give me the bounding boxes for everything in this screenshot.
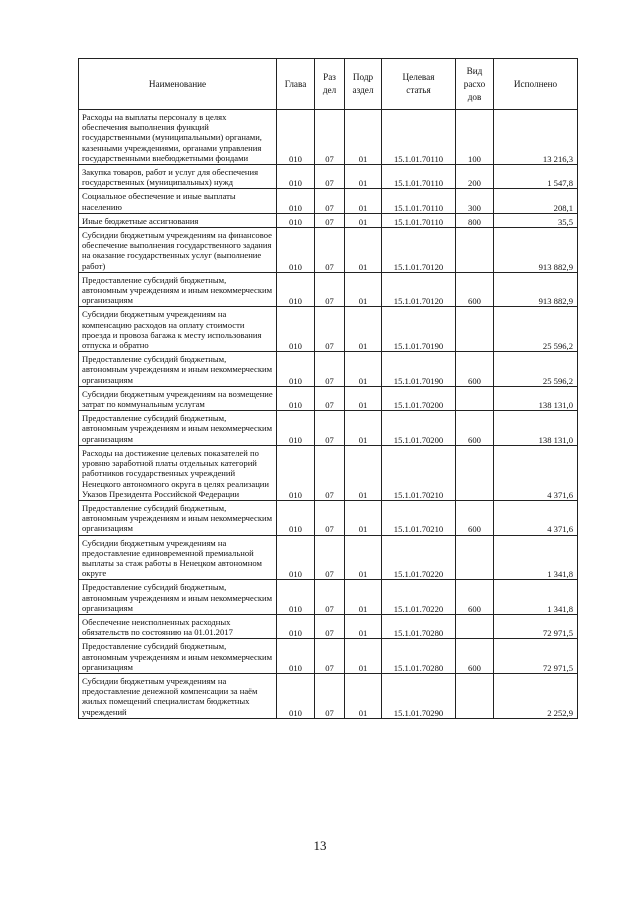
row-glava: 010 [277, 228, 315, 273]
table-header-row [79, 59, 578, 110]
row-name: Предоставление субсидий бюджетным, автономным учреждениям и иным некоммерческим организациям [79, 411, 277, 446]
row-amount: 913 882,9 [494, 272, 578, 307]
row-razdel: 07 [315, 352, 345, 387]
row-vid: 100 [456, 110, 494, 165]
row-podrazdel: 01 [345, 272, 382, 307]
budget-table [78, 58, 578, 719]
row-name: Предоставление субсидий бюджетным, автономным учреждениям и иным некоммерческим организациям [79, 639, 277, 674]
row-glava: 010 [277, 307, 315, 352]
row-razdel: 07 [315, 500, 345, 535]
table-row [79, 386, 578, 410]
row-vid: 600 [456, 411, 494, 446]
row-glava: 010 [277, 445, 315, 500]
row-statya: 15.1.01.70110 [382, 189, 456, 213]
row-statya: 15.1.01.70290 [382, 673, 456, 718]
row-glava: 010 [277, 189, 315, 213]
row-amount: 1 547,8 [494, 165, 578, 189]
header-glava: Глава [277, 59, 315, 110]
row-statya: 15.1.01.70280 [382, 614, 456, 638]
row-vid: 200 [456, 165, 494, 189]
row-name: Предоставление субсидий бюджетным, автономным учреждениям и иным некоммерческим организациям [79, 352, 277, 387]
row-glava: 010 [277, 352, 315, 387]
header-name: Наименование [79, 59, 277, 110]
header-statya: Целевая статья [382, 59, 456, 110]
row-glava: 010 [277, 535, 315, 580]
row-podrazdel: 01 [345, 165, 382, 189]
row-vid: 600 [456, 639, 494, 674]
row-razdel: 07 [315, 614, 345, 638]
row-amount: 72 971,5 [494, 639, 578, 674]
row-name: Субсидии бюджетным учреждениям на предоставление единовременной премиальной выплаты за стаж работы в Ненецком автономном округе [79, 535, 277, 580]
row-razdel: 07 [315, 580, 345, 615]
row-podrazdel: 01 [345, 110, 382, 165]
row-name: Расходы на выплаты персоналу в целях обеспечения выполнения функций государственными (муниципальными) органами, казенными учреждениями, органами управления государственными внебюджетными фондами [79, 110, 277, 165]
table-row [79, 307, 578, 352]
row-name: Социальное обеспечение и иные выплаты населению [79, 189, 277, 213]
row-statya: 15.1.01.70210 [382, 445, 456, 500]
row-podrazdel: 01 [345, 445, 382, 500]
row-name: Субсидии бюджетным учреждениям на финансовое обеспечение выполнения государственного задания на оказание государственных услуг (выполнение работ) [79, 228, 277, 273]
row-vid: 800 [456, 213, 494, 227]
table-row [79, 445, 578, 500]
row-glava: 010 [277, 639, 315, 674]
row-name: Расходы на достижение целевых показателей по уровню заработной платы отдельных категорий работников государственных учреждений Ненецкого автономного округа в целях реализации Указов Президента Российской Федерации [79, 445, 277, 500]
row-vid [456, 445, 494, 500]
table-row [79, 272, 578, 307]
row-amount: 4 371,6 [494, 445, 578, 500]
row-podrazdel: 01 [345, 352, 382, 387]
row-podrazdel: 01 [345, 307, 382, 352]
row-name: Иные бюджетные ассигнования [79, 213, 277, 227]
row-name: Обеспечение неисполненных расходных обязательств по состоянию на 01.01.2017 [79, 614, 277, 638]
row-glava: 010 [277, 110, 315, 165]
row-vid [456, 386, 494, 410]
row-razdel: 07 [315, 228, 345, 273]
row-vid: 300 [456, 189, 494, 213]
row-podrazdel: 01 [345, 411, 382, 446]
table-row [79, 639, 578, 674]
row-glava: 010 [277, 500, 315, 535]
row-razdel: 07 [315, 386, 345, 410]
row-glava: 010 [277, 165, 315, 189]
row-amount: 1 341,8 [494, 535, 578, 580]
row-razdel: 07 [315, 445, 345, 500]
row-amount: 35,5 [494, 213, 578, 227]
row-statya: 15.1.01.70200 [382, 411, 456, 446]
row-vid: 600 [456, 272, 494, 307]
row-razdel: 07 [315, 272, 345, 307]
row-name: Предоставление субсидий бюджетным, автономным учреждениям и иным некоммерческим организациям [79, 580, 277, 615]
table-row [79, 228, 578, 273]
row-statya: 15.1.01.70190 [382, 307, 456, 352]
row-vid: 600 [456, 352, 494, 387]
row-amount: 138 131,0 [494, 386, 578, 410]
row-name: Предоставление субсидий бюджетным, автономным учреждениям и иным некоммерческим организациям [79, 500, 277, 535]
row-podrazdel: 01 [345, 228, 382, 273]
table-row [79, 165, 578, 189]
row-podrazdel: 01 [345, 500, 382, 535]
row-amount: 208,1 [494, 189, 578, 213]
row-vid [456, 614, 494, 638]
row-glava: 010 [277, 580, 315, 615]
row-statya: 15.1.01.70210 [382, 500, 456, 535]
row-vid [456, 228, 494, 273]
row-razdel: 07 [315, 673, 345, 718]
table-row [79, 614, 578, 638]
row-statya: 15.1.01.70220 [382, 535, 456, 580]
row-name: Предоставление субсидий бюджетным, автономным учреждениям и иным некоммерческим организациям [79, 272, 277, 307]
row-glava: 010 [277, 386, 315, 410]
row-podrazdel: 01 [345, 535, 382, 580]
table-row [79, 352, 578, 387]
table-row [79, 213, 578, 227]
row-amount: 72 971,5 [494, 614, 578, 638]
row-amount: 1 341,8 [494, 580, 578, 615]
row-podrazdel: 01 [345, 213, 382, 227]
table-row [79, 535, 578, 580]
table-row [79, 110, 578, 165]
row-razdel: 07 [315, 110, 345, 165]
header-razdel: Раз дел [315, 59, 345, 110]
row-vid: 600 [456, 500, 494, 535]
row-razdel: 07 [315, 307, 345, 352]
row-statya: 15.1.01.70220 [382, 580, 456, 615]
row-amount: 13 216,3 [494, 110, 578, 165]
row-razdel: 07 [315, 189, 345, 213]
row-podrazdel: 01 [345, 673, 382, 718]
row-podrazdel: 01 [345, 189, 382, 213]
row-vid [456, 307, 494, 352]
row-statya: 15.1.01.70190 [382, 352, 456, 387]
row-amount: 25 596,2 [494, 352, 578, 387]
row-razdel: 07 [315, 165, 345, 189]
row-razdel: 07 [315, 213, 345, 227]
header-ispolneno: Исполнено [494, 59, 578, 110]
row-amount: 913 882,9 [494, 228, 578, 273]
table-row [79, 500, 578, 535]
row-statya: 15.1.01.70110 [382, 110, 456, 165]
row-statya: 15.1.01.70120 [382, 228, 456, 273]
row-glava: 010 [277, 614, 315, 638]
row-amount: 2 252,9 [494, 673, 578, 718]
row-name: Субсидии бюджетным учреждениям на предоставление денежной компенсации за наём жилых помещений специалистам бюджетных учреждений [79, 673, 277, 718]
row-glava: 010 [277, 213, 315, 227]
row-statya: 15.1.01.70110 [382, 165, 456, 189]
row-podrazdel: 01 [345, 639, 382, 674]
row-glava: 010 [277, 411, 315, 446]
row-statya: 15.1.01.70280 [382, 639, 456, 674]
row-razdel: 07 [315, 639, 345, 674]
row-vid: 600 [456, 580, 494, 615]
row-razdel: 07 [315, 535, 345, 580]
row-podrazdel: 01 [345, 386, 382, 410]
table-row [79, 580, 578, 615]
row-statya: 15.1.01.70120 [382, 272, 456, 307]
row-name: Закупка товаров, работ и услуг для обеспечения государственных (муниципальных) нужд [79, 165, 277, 189]
row-statya: 15.1.01.70200 [382, 386, 456, 410]
row-vid [456, 535, 494, 580]
page-number: 13 [313, 838, 327, 853]
table-row [79, 673, 578, 718]
table-row [79, 189, 578, 213]
row-name: Субсидии бюджетным учреждениям на возмещение затрат по коммунальным услугам [79, 386, 277, 410]
table-row [79, 411, 578, 446]
row-amount: 4 371,6 [494, 500, 578, 535]
row-amount: 138 131,0 [494, 411, 578, 446]
header-vid: Вид расхо дов [456, 59, 494, 110]
row-amount: 25 596,2 [494, 307, 578, 352]
row-vid [456, 673, 494, 718]
table-body [79, 110, 578, 719]
row-razdel: 07 [315, 411, 345, 446]
row-podrazdel: 01 [345, 580, 382, 615]
row-statya: 15.1.01.70110 [382, 213, 456, 227]
row-name: Субсидии бюджетным учреждениям на компенсацию расходов на оплату стоимости проезда и провоза багажа к месту использования отпуска и обратно [79, 307, 277, 352]
row-glava: 010 [277, 272, 315, 307]
header-podrazdel: Подр аздел [345, 59, 382, 110]
row-podrazdel: 01 [345, 614, 382, 638]
row-glava: 010 [277, 673, 315, 718]
